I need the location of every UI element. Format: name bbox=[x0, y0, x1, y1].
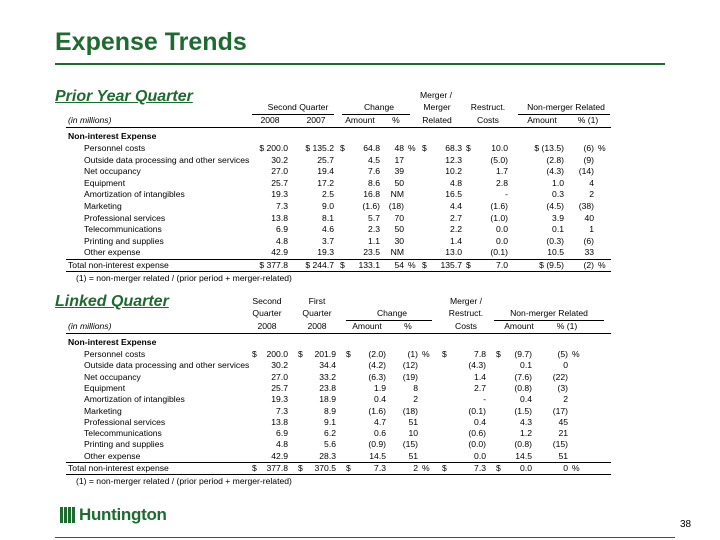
prior-hdr-change: Change bbox=[363, 102, 395, 112]
prior-hdr-nonmerger: Non-merger Related bbox=[527, 102, 605, 112]
merger-related: 2.7 bbox=[450, 212, 462, 223]
row-label: Professional services bbox=[84, 212, 166, 223]
change-amount: 23.5 bbox=[363, 247, 380, 258]
footnote-text: (1) = non-merger related / (prior period + merger-related) bbox=[76, 273, 292, 283]
change-dollar-sign: $ bbox=[340, 260, 345, 270]
prior-total-row bbox=[66, 260, 611, 271]
row-label: Other expense bbox=[84, 450, 141, 461]
nonmerger-pct: 4 bbox=[589, 177, 594, 188]
row-label: Total non-interest expense bbox=[68, 260, 169, 270]
linked-section-label: Non-interest Expense bbox=[68, 337, 157, 347]
table-row bbox=[66, 201, 611, 212]
change-pct: NM bbox=[390, 189, 404, 200]
first-q-dollar-sign: $ bbox=[298, 463, 303, 473]
merger-related: 10.2 bbox=[445, 166, 462, 177]
change-amount: 2.3 bbox=[368, 224, 380, 235]
change-pct: 48 bbox=[394, 143, 404, 153]
row-label: Amortization of intangibles bbox=[84, 394, 185, 405]
merger-related: 13.0 bbox=[445, 247, 462, 258]
nonmerger-dollar-sign: $ bbox=[496, 463, 501, 473]
value-2008: 7.3 bbox=[276, 201, 288, 211]
prior-hdr-merger-bottom: Related bbox=[422, 115, 452, 125]
value-2008: $ 200.0 bbox=[259, 143, 288, 153]
nonmerger-amount: (4.5) bbox=[546, 201, 564, 211]
prior-header-row-1 bbox=[66, 90, 611, 101]
row-label: Personnel costs bbox=[84, 143, 146, 153]
prior-hdr-nm-pct: % (1) bbox=[577, 115, 599, 125]
change-dollar-sign: $ bbox=[340, 143, 345, 153]
value-2007: 25.7 bbox=[317, 154, 334, 165]
merger-related: 68.3 bbox=[445, 143, 462, 153]
change-pct: 70 bbox=[394, 212, 404, 223]
table-row bbox=[66, 394, 611, 405]
change-pct: 30 bbox=[394, 235, 404, 246]
value-first-quarter: 370.5 bbox=[314, 463, 336, 473]
value-second-quarter: 4.8 bbox=[276, 439, 288, 450]
change-dollar-sign: $ bbox=[346, 463, 351, 473]
nonmerger-amount: 1.2 bbox=[520, 428, 532, 439]
nonmerger-amount: 0.4 bbox=[520, 394, 532, 405]
restruct-dollar-sign: $ bbox=[466, 143, 471, 153]
value-second-quarter: 13.8 bbox=[271, 416, 288, 427]
change-pct-sign: % bbox=[408, 143, 416, 153]
restruct-costs: 7.8 bbox=[474, 349, 486, 359]
value-first-quarter: 8.9 bbox=[324, 405, 336, 416]
restruct-costs: (0.0) bbox=[468, 439, 486, 450]
linked-header-row-2 bbox=[66, 308, 611, 319]
nonmerger-pct-sign: % bbox=[572, 463, 580, 473]
nonmerger-amount: $ (13.5) bbox=[534, 143, 564, 153]
nonmerger-amount: 1.0 bbox=[552, 177, 564, 188]
row-label: Amortization of intangibles bbox=[84, 189, 185, 200]
table-row bbox=[66, 143, 611, 154]
nonmerger-amount: (0.8) bbox=[514, 382, 532, 393]
restruct-costs: - bbox=[505, 189, 508, 200]
value-2007: 2.5 bbox=[322, 189, 334, 200]
linked-hdr-merger-restruct-mid: Restruct. bbox=[448, 308, 484, 318]
change-pct-sign: % bbox=[422, 463, 430, 473]
prior-total-rule bbox=[66, 259, 611, 260]
nonmerger-amount: $ (9.5) bbox=[539, 260, 564, 270]
change-pct: (19) bbox=[402, 371, 418, 382]
linked-hdr-pct: % bbox=[404, 321, 412, 331]
linked-hdr-change: Change bbox=[376, 308, 408, 318]
prior-header-row-3 bbox=[66, 115, 611, 126]
nonmerger-pct-sign: % bbox=[598, 143, 606, 153]
logo-stripes-icon bbox=[60, 507, 75, 523]
value-first-quarter: 34.4 bbox=[319, 360, 336, 371]
value-2008: $ 377.8 bbox=[259, 260, 288, 270]
change-amount: 0.6 bbox=[374, 428, 386, 439]
change-pct: 17 bbox=[394, 154, 404, 165]
prior-hdr-2007: 2007 bbox=[306, 115, 326, 125]
change-pct: (15) bbox=[402, 439, 418, 450]
change-pct: 8 bbox=[413, 382, 418, 393]
restruct-costs: 10.0 bbox=[491, 143, 508, 153]
table-row bbox=[66, 360, 611, 371]
change-pct: 39 bbox=[394, 166, 404, 177]
merger-related: 16.5 bbox=[445, 189, 462, 200]
linked-total-rule bbox=[66, 462, 611, 463]
value-second-quarter: 27.0 bbox=[271, 371, 288, 382]
change-amount: (4.2) bbox=[368, 360, 386, 371]
value-second-quarter: 42.9 bbox=[271, 450, 288, 461]
linked-hdr-second-mid: Quarter bbox=[252, 308, 282, 318]
restruct-costs: (0.1) bbox=[468, 405, 486, 416]
prior-section-label: Non-interest Expense bbox=[68, 131, 157, 141]
merger-related: 2.2 bbox=[450, 224, 462, 235]
change-pct: 50 bbox=[394, 177, 404, 188]
nonmerger-pct: (5) bbox=[557, 349, 568, 359]
restruct-costs: 7.0 bbox=[496, 260, 508, 270]
value-first-quarter: 33.2 bbox=[319, 371, 336, 382]
restruct-costs: (1.0) bbox=[490, 212, 508, 223]
change-amount: 4.5 bbox=[368, 154, 380, 165]
prior-hdr-in-millions: (in millions) bbox=[68, 115, 112, 125]
value-2008: 19.3 bbox=[271, 189, 288, 200]
prior-header-rule bbox=[66, 127, 611, 128]
row-label: Printing and supplies bbox=[84, 439, 164, 450]
value-2008: 4.8 bbox=[276, 235, 288, 246]
row-label: Marketing bbox=[84, 405, 122, 416]
nonmerger-amount: (1.5) bbox=[514, 405, 532, 416]
prior-hdr-merger-top: Merger bbox=[423, 102, 451, 112]
table-row bbox=[66, 178, 611, 189]
merger-related: 4.4 bbox=[450, 201, 462, 211]
logo-text: Huntington bbox=[79, 505, 167, 524]
change-amount: 64.8 bbox=[363, 143, 380, 153]
change-pct: (12) bbox=[402, 360, 418, 371]
restruct-costs: (0.6) bbox=[468, 428, 486, 439]
value-2007: $ 244.7 bbox=[305, 260, 334, 270]
page-number: 38 bbox=[680, 519, 692, 530]
merger-related: 12.3 bbox=[445, 154, 462, 165]
nonmerger-pct: 0 bbox=[563, 463, 568, 473]
linked-hdr-nm-pct: % (1) bbox=[556, 321, 578, 331]
nonmerger-pct: (14) bbox=[578, 166, 594, 177]
nonmerger-pct: 51 bbox=[558, 450, 568, 461]
value-2007: 9.0 bbox=[322, 201, 334, 211]
value-first-quarter: 28.3 bbox=[319, 450, 336, 461]
value-second-quarter: 19.3 bbox=[271, 394, 288, 405]
value-2007: 3.7 bbox=[322, 235, 334, 246]
restruct-costs: 2.8 bbox=[496, 177, 508, 188]
value-first-quarter: 6.2 bbox=[324, 428, 336, 439]
table-row bbox=[66, 166, 611, 177]
restruct-dollar-sign: $ bbox=[466, 260, 471, 270]
nonmerger-pct: (6) bbox=[583, 143, 594, 153]
nonmerger-amount: 0.1 bbox=[552, 224, 564, 235]
table-row bbox=[66, 439, 611, 450]
nonmerger-amount: 0.3 bbox=[552, 189, 564, 200]
row-label: Equipment bbox=[84, 382, 126, 393]
row-label: Telecommunications bbox=[84, 224, 162, 235]
nonmerger-pct: 33 bbox=[584, 247, 594, 258]
table-row bbox=[66, 383, 611, 394]
nonmerger-pct: (22) bbox=[552, 371, 568, 382]
linked-footnote bbox=[66, 476, 611, 487]
page-title: Expense Trends bbox=[55, 28, 247, 56]
footer-rule bbox=[55, 537, 675, 538]
value-2007: 17.2 bbox=[317, 177, 334, 188]
table-row bbox=[66, 349, 611, 360]
nonmerger-amount: 10.5 bbox=[547, 247, 564, 258]
value-2007: $ 135.2 bbox=[305, 143, 334, 153]
merger-dollar-sign: $ bbox=[422, 143, 427, 153]
restruct-costs: 2.7 bbox=[474, 382, 486, 393]
value-second-quarter: 200.0 bbox=[266, 349, 288, 359]
value-second-quarter: 25.7 bbox=[271, 382, 288, 393]
linked-hdr-second-bottom: 2008 bbox=[257, 321, 277, 331]
value-first-quarter: 9.1 bbox=[324, 416, 336, 427]
restruct-costs: (5.0) bbox=[490, 154, 508, 165]
table-row bbox=[66, 224, 611, 235]
nonmerger-pct: (3) bbox=[557, 382, 568, 393]
restruct-dollar-sign: $ bbox=[442, 349, 447, 359]
nonmerger-pct: (2) bbox=[583, 260, 594, 270]
nonmerger-amount: (4.3) bbox=[546, 166, 564, 177]
linked-header-row-1 bbox=[66, 296, 611, 307]
change-amount: (1.6) bbox=[362, 201, 380, 211]
change-amount: 1.1 bbox=[368, 235, 380, 246]
table-row bbox=[66, 189, 611, 200]
nonmerger-pct: (15) bbox=[552, 439, 568, 450]
change-amount: 7.6 bbox=[368, 166, 380, 177]
nonmerger-pct: 21 bbox=[558, 428, 568, 439]
linked-hdr-first-top: First bbox=[308, 296, 326, 306]
change-pct: 2 bbox=[413, 394, 418, 405]
prior-header-row-2 bbox=[66, 102, 611, 113]
restruct-costs: 0.0 bbox=[496, 224, 508, 235]
change-pct: (18) bbox=[388, 201, 404, 211]
merger-dollar-sign: $ bbox=[422, 260, 427, 270]
change-amount: 133.1 bbox=[358, 260, 380, 270]
value-2008: 13.8 bbox=[271, 212, 288, 223]
value-2007: 8.1 bbox=[322, 212, 334, 223]
restruct-costs: 1.7 bbox=[496, 166, 508, 177]
table-row bbox=[66, 372, 611, 383]
value-2007: 19.4 bbox=[317, 166, 334, 177]
change-amount: 0.4 bbox=[374, 394, 386, 405]
change-amount: 7.3 bbox=[374, 463, 386, 473]
linked-header-row-3 bbox=[66, 321, 611, 332]
row-label: Other expense bbox=[84, 247, 141, 258]
value-2008: 27.0 bbox=[271, 166, 288, 177]
change-dollar-sign: $ bbox=[346, 349, 351, 359]
change-amount: 5.7 bbox=[368, 212, 380, 223]
nonmerger-pct: (17) bbox=[552, 405, 568, 416]
nonmerger-amount: (7.6) bbox=[514, 371, 532, 382]
change-pct-sign: % bbox=[408, 260, 416, 270]
row-label: Marketing bbox=[84, 201, 122, 211]
row-label: Personnel costs bbox=[84, 349, 146, 359]
linked-hdr-second-top: Second bbox=[252, 296, 282, 306]
nonmerger-pct: 40 bbox=[584, 212, 594, 223]
restruct-costs: 0.0 bbox=[474, 450, 486, 461]
row-label: Telecommunications bbox=[84, 428, 162, 439]
change-amount: 4.7 bbox=[374, 416, 386, 427]
linked-hdr-nonmerger: Non-merger Related bbox=[510, 308, 588, 318]
restruct-costs: (0.1) bbox=[490, 247, 508, 258]
nonmerger-amount: (0.3) bbox=[546, 235, 564, 246]
linked-total-bottom-rule bbox=[66, 474, 611, 475]
prior-hdr-nm-amount: Amount bbox=[527, 115, 557, 125]
table-row bbox=[66, 155, 611, 166]
huntington-logo bbox=[60, 505, 167, 525]
prior-hdr-amount: Amount bbox=[345, 115, 375, 125]
second-q-dollar-sign: $ bbox=[252, 463, 257, 473]
change-pct: 54 bbox=[394, 260, 404, 270]
row-label: Outside data processing and other services bbox=[84, 360, 250, 371]
value-first-quarter: 201.9 bbox=[314, 349, 336, 359]
merger-related: 135.7 bbox=[440, 260, 462, 270]
restruct-dollar-sign: $ bbox=[442, 463, 447, 473]
nonmerger-pct: 2 bbox=[563, 394, 568, 405]
value-2008: 42.9 bbox=[271, 247, 288, 258]
nonmerger-pct-sign: % bbox=[572, 349, 580, 359]
merger-related: 4.8 bbox=[450, 177, 462, 188]
nonmerger-pct: (38) bbox=[578, 201, 594, 211]
linked-hdr-merger-restruct-top: Merger / bbox=[450, 296, 482, 306]
nonmerger-amount: 3.9 bbox=[552, 212, 564, 223]
nonmerger-pct: (9) bbox=[583, 154, 594, 165]
row-label: Total non-interest expense bbox=[68, 463, 169, 473]
change-pct: 51 bbox=[408, 450, 418, 461]
linked-quarter-section-title: Linked Quarter bbox=[55, 293, 169, 310]
value-first-quarter: 18.9 bbox=[319, 394, 336, 405]
title-underline bbox=[55, 63, 665, 65]
change-amount: 1.9 bbox=[374, 382, 386, 393]
value-second-quarter: 30.2 bbox=[271, 360, 288, 371]
nonmerger-amount: 0.1 bbox=[520, 360, 532, 371]
nonmerger-pct: 2 bbox=[589, 189, 594, 200]
nonmerger-amount: 4.3 bbox=[520, 416, 532, 427]
linked-hdr-first-mid: Quarter bbox=[302, 308, 332, 318]
nonmerger-dollar-sign: $ bbox=[496, 349, 501, 359]
row-label: Professional services bbox=[84, 416, 166, 427]
linked-hdr-in-millions: (in millions) bbox=[68, 321, 112, 331]
change-amount: 8.6 bbox=[368, 177, 380, 188]
value-2007: 19.3 bbox=[317, 247, 334, 258]
restruct-costs: (1.6) bbox=[490, 201, 508, 211]
value-2007: 4.6 bbox=[322, 224, 334, 235]
nonmerger-amount: (2.8) bbox=[546, 154, 564, 165]
change-pct: 51 bbox=[408, 416, 418, 427]
prior-year-section-title: Prior Year Quarter bbox=[55, 88, 193, 105]
prior-footnote bbox=[66, 273, 611, 284]
restruct-costs: - bbox=[483, 394, 486, 405]
footnote-text: (1) = non-merger related / (prior period + merger-related) bbox=[76, 476, 292, 486]
value-2008: 6.9 bbox=[276, 224, 288, 235]
row-label: Net occupancy bbox=[84, 371, 141, 382]
prior-total-bottom-rule bbox=[66, 271, 611, 272]
value-first-quarter: 23.8 bbox=[319, 382, 336, 393]
table-row bbox=[66, 213, 611, 224]
restruct-costs: 7.3 bbox=[474, 463, 486, 473]
prior-hdr-pct: % bbox=[392, 115, 400, 125]
nonmerger-pct-sign: % bbox=[598, 260, 606, 270]
linked-hdr-nm-amount: Amount bbox=[504, 321, 534, 331]
nonmerger-amount: (0.8) bbox=[514, 439, 532, 450]
change-pct: (1) bbox=[407, 349, 418, 359]
table-row bbox=[66, 417, 611, 428]
restruct-costs: (4.3) bbox=[468, 360, 486, 371]
value-second-quarter: 377.8 bbox=[266, 463, 288, 473]
nonmerger-pct: 1 bbox=[589, 224, 594, 235]
table-row bbox=[66, 247, 611, 258]
change-amount: 16.8 bbox=[363, 189, 380, 200]
change-pct: (18) bbox=[402, 405, 418, 416]
prior-hdr-merger-restruct-mid: Restruct. bbox=[470, 102, 506, 112]
change-pct-sign: % bbox=[422, 349, 430, 359]
second-q-dollar-sign: $ bbox=[252, 349, 257, 359]
change-amount: (2.0) bbox=[368, 349, 386, 359]
restruct-costs: 1.4 bbox=[474, 371, 486, 382]
nonmerger-amount: 0.0 bbox=[520, 463, 532, 473]
change-pct: 50 bbox=[394, 224, 404, 235]
prior-hdr-merger-restruct-bottom: Costs bbox=[477, 115, 499, 125]
change-amount: (0.9) bbox=[368, 439, 386, 450]
change-pct: 2 bbox=[413, 463, 418, 473]
table-row bbox=[66, 236, 611, 247]
row-label: Net occupancy bbox=[84, 166, 141, 177]
nonmerger-pct: 45 bbox=[558, 416, 568, 427]
table-row bbox=[66, 428, 611, 439]
prior-hdr-second-quarter: Second Quarter bbox=[267, 102, 329, 112]
restruct-costs: 0.0 bbox=[496, 235, 508, 246]
table-row bbox=[66, 451, 611, 462]
linked-hdr-merger-restruct-bottom: Costs bbox=[455, 321, 477, 331]
change-amount: (1.6) bbox=[368, 405, 386, 416]
change-amount: 14.5 bbox=[369, 450, 386, 461]
row-label: Printing and supplies bbox=[84, 235, 164, 246]
nonmerger-amount: 14.5 bbox=[515, 450, 532, 461]
value-second-quarter: 7.3 bbox=[276, 405, 288, 416]
row-label: Equipment bbox=[84, 177, 126, 188]
row-label: Outside data processing and other services bbox=[84, 154, 250, 165]
change-pct: NM bbox=[390, 247, 404, 258]
first-q-dollar-sign: $ bbox=[298, 349, 303, 359]
nonmerger-pct: 0 bbox=[563, 360, 568, 371]
nonmerger-pct: (6) bbox=[583, 235, 594, 246]
value-first-quarter: 5.6 bbox=[324, 439, 336, 450]
prior-hdr-merger-restruct-top: Merger / bbox=[420, 90, 452, 100]
value-2008: 30.2 bbox=[271, 154, 288, 165]
linked-header-rule bbox=[66, 333, 611, 334]
restruct-costs: 0.4 bbox=[474, 416, 486, 427]
linked-hdr-first-bottom: 2008 bbox=[307, 321, 327, 331]
nonmerger-amount: (9.7) bbox=[514, 349, 532, 359]
value-second-quarter: 6.9 bbox=[276, 428, 288, 439]
value-2008: 25.7 bbox=[271, 177, 288, 188]
linked-total-row bbox=[66, 463, 611, 474]
linked-hdr-amount: Amount bbox=[352, 321, 382, 331]
merger-related: 1.4 bbox=[450, 235, 462, 246]
change-pct: 10 bbox=[408, 428, 418, 439]
table-row bbox=[66, 406, 611, 417]
prior-hdr-2008: 2008 bbox=[260, 115, 280, 125]
change-amount: (6.3) bbox=[368, 371, 386, 382]
